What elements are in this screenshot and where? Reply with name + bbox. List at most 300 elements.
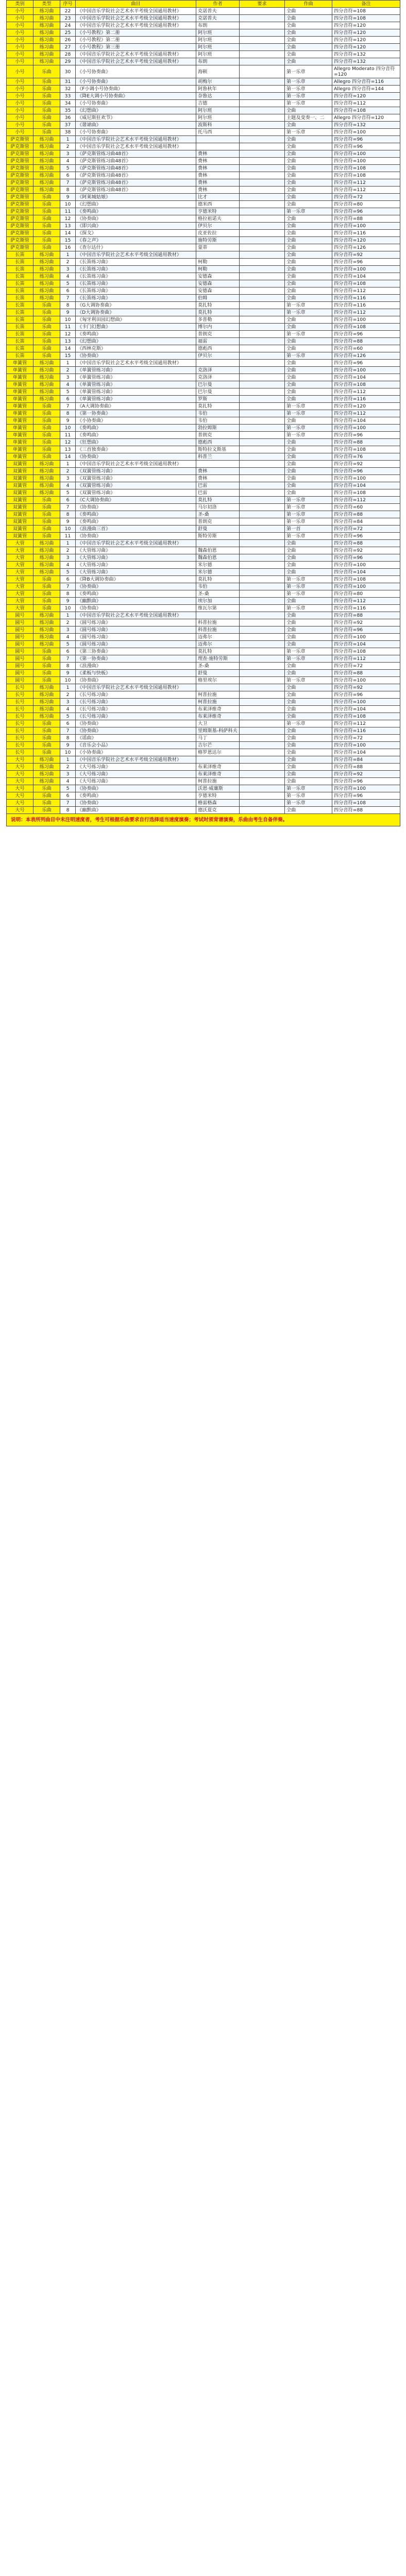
table-cell: 四分音符=126 bbox=[332, 352, 400, 360]
table-cell: 双簧管 bbox=[7, 468, 33, 475]
table-cell: 练习曲 bbox=[33, 475, 60, 482]
table-cell: 《单簧管练习曲》 bbox=[76, 388, 196, 396]
table-cell: 全曲 bbox=[285, 634, 332, 641]
table-cell: 长笛 bbox=[7, 331, 33, 338]
table-cell bbox=[240, 800, 285, 807]
table-cell: 全曲 bbox=[285, 439, 332, 446]
table-cell: 乐曲 bbox=[33, 78, 60, 86]
table-cell: 《探戈》 bbox=[76, 230, 196, 237]
table-cell: 克诺普夫 bbox=[196, 8, 240, 15]
table-cell: 练习曲 bbox=[33, 381, 60, 388]
table-cell: 《中国音乐学院社会艺术水平考级全国通用教材》 bbox=[76, 143, 196, 150]
table-cell: 全曲 bbox=[285, 475, 332, 482]
table-cell: 四分音符=100 bbox=[332, 699, 400, 706]
table-cell bbox=[240, 374, 285, 381]
header-cell: 作曲 bbox=[285, 1, 332, 8]
table-cell: 四分音符=104 bbox=[332, 749, 400, 756]
table-cell: 四分音符=88 bbox=[332, 612, 400, 619]
table-cell: 9 bbox=[60, 309, 76, 316]
table-cell bbox=[240, 749, 285, 756]
table-cell: 6 bbox=[60, 396, 76, 403]
table-cell: 第一乐章 bbox=[285, 302, 332, 309]
table-cell: 乐曲 bbox=[33, 230, 60, 237]
table-cell: 乐曲 bbox=[33, 345, 60, 352]
table-cell: 第一乐章 bbox=[285, 100, 332, 107]
table-cell: 四分音符=100 bbox=[332, 583, 400, 590]
table-cell: 6 bbox=[60, 648, 76, 655]
table-cell: 圆号 bbox=[7, 655, 33, 663]
table-cell: 双簧管 bbox=[7, 511, 33, 518]
table-cell: 《奏鸣曲》 bbox=[76, 331, 196, 338]
table-cell: 四分音符=76 bbox=[332, 453, 400, 461]
table-row bbox=[7, 489, 400, 497]
table-cell: 《第一协奏曲》 bbox=[76, 410, 196, 417]
table-cell bbox=[240, 785, 285, 792]
header-cell: 序号 bbox=[60, 1, 76, 8]
table-cell: 14 bbox=[60, 230, 76, 237]
table-cell: 全曲 bbox=[285, 338, 332, 345]
table-cell: 《大管练习曲》 bbox=[76, 547, 196, 554]
table-cell: 练习曲 bbox=[33, 713, 60, 720]
table-cell: 《三首独奏曲》 bbox=[76, 446, 196, 453]
table-cell: 科普拉施 bbox=[196, 626, 240, 634]
table-cell: 第一乐章 bbox=[285, 511, 332, 518]
table-row bbox=[7, 381, 400, 388]
table-cell bbox=[240, 583, 285, 590]
table-cell bbox=[196, 540, 240, 547]
table-cell: 阿尔班 bbox=[196, 37, 240, 44]
table-cell: 小号 bbox=[7, 44, 33, 51]
table-row bbox=[7, 569, 400, 576]
table-cell bbox=[196, 684, 240, 691]
table-cell: 10 bbox=[60, 677, 76, 684]
table-cell bbox=[240, 634, 285, 641]
table-cell: 格里埃尔 bbox=[196, 677, 240, 684]
table-cell: 四分音符=108 bbox=[332, 8, 400, 15]
table-cell bbox=[240, 58, 285, 65]
table-cell: 四分音符=84 bbox=[332, 518, 400, 526]
table-cell bbox=[240, 425, 285, 432]
table-row bbox=[7, 410, 400, 417]
table-cell bbox=[240, 756, 285, 764]
table-cell: 第一乐章 bbox=[285, 655, 332, 663]
table-cell: 全曲 bbox=[285, 22, 332, 29]
table-cell: 全曲 bbox=[285, 626, 332, 634]
table-cell: 9 bbox=[60, 742, 76, 749]
table-cell bbox=[240, 432, 285, 439]
table-cell: 四分音符=96 bbox=[332, 691, 400, 699]
table-cell: 萨克斯管 bbox=[7, 244, 33, 251]
table-cell: 2 bbox=[60, 691, 76, 699]
table-cell bbox=[240, 720, 285, 727]
table-cell bbox=[240, 713, 285, 720]
table-cell: 《中国音乐学院社会艺术水平考级全国通用教材》 bbox=[76, 540, 196, 547]
table-cell: 四分音符=116 bbox=[332, 727, 400, 735]
table-cell: 四分音符=100 bbox=[332, 150, 400, 158]
table-cell: 全曲 bbox=[285, 37, 332, 44]
table-cell: 《浪漫曲三首》 bbox=[76, 526, 196, 533]
table-row bbox=[7, 526, 400, 533]
table-cell: 10 bbox=[60, 316, 76, 324]
table-row bbox=[7, 764, 400, 771]
table-row bbox=[7, 425, 400, 432]
table-cell: 乐曲 bbox=[33, 65, 60, 78]
table-row bbox=[7, 778, 400, 785]
table-cell: 《长号练习曲》 bbox=[76, 713, 196, 720]
table-cell: 乐曲 bbox=[33, 446, 60, 453]
table-cell: 全曲 bbox=[285, 547, 332, 554]
table-cell bbox=[240, 641, 285, 648]
table-cell: 7 bbox=[60, 655, 76, 663]
table-cell: 《双簧管练习曲》 bbox=[76, 468, 196, 475]
table-cell bbox=[240, 403, 285, 410]
table-cell: 柯普拉施 bbox=[196, 778, 240, 785]
table-cell: 德沃夏克 bbox=[196, 807, 240, 814]
table-cell bbox=[240, 8, 285, 15]
table-cell: 全曲 bbox=[285, 367, 332, 374]
table-row bbox=[7, 446, 400, 453]
table-cell: 《大号练习曲》 bbox=[76, 778, 196, 785]
table-cell: 圣-桑 bbox=[196, 663, 240, 670]
table-cell: 萨克斯管 bbox=[7, 215, 33, 223]
table-cell: 全曲 bbox=[285, 251, 332, 259]
table-cell: 练习曲 bbox=[33, 569, 60, 576]
table-cell: 《D大调协奏曲》 bbox=[76, 309, 196, 316]
table-row bbox=[7, 691, 400, 699]
table-cell: 四分音符=100 bbox=[332, 425, 400, 432]
table-cell: 《奏鸣曲》 bbox=[76, 792, 196, 800]
table-cell: 《小号协奏曲》 bbox=[76, 65, 196, 78]
table-cell: 全曲 bbox=[285, 136, 332, 143]
table-cell: 伊贝尔 bbox=[196, 352, 240, 360]
table-cell: 8 bbox=[60, 735, 76, 742]
table-cell bbox=[240, 439, 285, 446]
table-row bbox=[7, 367, 400, 374]
table-cell bbox=[240, 22, 285, 29]
table-row bbox=[7, 792, 400, 800]
table-cell: 第一乐章 bbox=[285, 65, 332, 78]
table-cell: 乐曲 bbox=[33, 800, 60, 807]
table-cell: 克诺普夫 bbox=[196, 15, 240, 22]
table-row bbox=[7, 352, 400, 360]
table-cell: 全曲 bbox=[285, 684, 332, 691]
table-cell: 《中国音乐学院社会艺术水平考级全国通用教材》 bbox=[76, 461, 196, 468]
table-cell: 全曲 bbox=[285, 266, 332, 273]
table-cell: 阿尔班 bbox=[196, 114, 240, 122]
table-cell: 2 bbox=[60, 367, 76, 374]
table-cell: 圆号 bbox=[7, 648, 33, 655]
table-cell: 小号 bbox=[7, 58, 33, 65]
table-cell: 10 bbox=[60, 749, 76, 756]
table-cell: 第一乐章 bbox=[285, 583, 332, 590]
table-cell: 练习曲 bbox=[33, 259, 60, 266]
table-cell bbox=[240, 396, 285, 403]
table-row bbox=[7, 302, 400, 309]
table-cell: 四分音符=88 bbox=[332, 807, 400, 814]
table-cell: 四分音符=72 bbox=[332, 526, 400, 533]
table-cell: 斯特劳斯 bbox=[196, 533, 240, 540]
table-cell: 圆号 bbox=[7, 670, 33, 677]
table-cell: 长笛 bbox=[7, 251, 33, 259]
table-cell: 《音乐会小品》 bbox=[76, 742, 196, 749]
table-cell: 小号 bbox=[7, 107, 33, 114]
table-cell: 单簧管 bbox=[7, 439, 33, 446]
table-cell: 练习曲 bbox=[33, 143, 60, 150]
table-cell: 四分音符=92 bbox=[332, 771, 400, 778]
header-cell: 类别 bbox=[7, 1, 33, 8]
table-cell: 双簧管 bbox=[7, 475, 33, 482]
table-cell: 2 bbox=[60, 547, 76, 554]
table-cell: 萨克斯管 bbox=[7, 172, 33, 179]
table-cell: 全曲 bbox=[285, 187, 332, 194]
table-cell: 《小号教程》第三册 bbox=[76, 44, 196, 51]
table-cell: 乐曲 bbox=[33, 223, 60, 230]
table-cell: 乐曲 bbox=[33, 324, 60, 331]
table-cell: 全曲 bbox=[285, 287, 332, 295]
table-cell: 四分音符=108 bbox=[332, 280, 400, 287]
table-cell bbox=[240, 114, 285, 122]
table-cell bbox=[240, 223, 285, 230]
table-cell: 《奏鸣曲》 bbox=[76, 208, 196, 215]
table-row bbox=[7, 807, 400, 814]
table-cell: 《萨克斯管练习曲48首》 bbox=[76, 187, 196, 194]
table-cell: 《小协奏曲》 bbox=[76, 749, 196, 756]
table-cell: 四分音符=88 bbox=[332, 540, 400, 547]
table-cell: 乐曲 bbox=[33, 352, 60, 360]
table-cell: 乐曲 bbox=[33, 129, 60, 136]
table-row bbox=[7, 136, 400, 143]
table-cell: 乐曲 bbox=[33, 504, 60, 511]
table-cell: 波斯科 bbox=[196, 122, 240, 129]
table-cell: 吉德 bbox=[196, 100, 240, 107]
table-cell: 第一乐章 bbox=[285, 432, 332, 439]
header-cell: 类型 bbox=[33, 1, 60, 8]
table-cell: 四分音符=104 bbox=[332, 641, 400, 648]
table-cell: 练习曲 bbox=[33, 251, 60, 259]
table-row bbox=[7, 699, 400, 706]
table-cell: 1 bbox=[60, 251, 76, 259]
table-cell: 四分音符=104 bbox=[332, 706, 400, 713]
table-cell bbox=[240, 699, 285, 706]
table-cell: 大管 bbox=[7, 598, 33, 605]
table-cell: 四分音符=112 bbox=[332, 410, 400, 417]
table-cell: 第一乐章 bbox=[285, 785, 332, 792]
table-cell: 《狂想曲》 bbox=[76, 439, 196, 446]
table-cell bbox=[240, 51, 285, 58]
table-cell bbox=[240, 360, 285, 367]
table-cell: 伯姆 bbox=[196, 295, 240, 302]
table-cell: Allegro Moderato 四分音符=120 bbox=[332, 65, 400, 78]
table-cell: 长号 bbox=[7, 699, 33, 706]
table-cell: 舒曼 bbox=[196, 670, 240, 677]
table-row bbox=[7, 22, 400, 29]
table-cell: 全曲 bbox=[285, 51, 332, 58]
table-cell: 四分音符=108 bbox=[332, 800, 400, 807]
table-cell: 《浪漫曲》 bbox=[76, 663, 196, 670]
table-cell: 2 bbox=[60, 259, 76, 266]
table-cell bbox=[240, 338, 285, 345]
table-cell: 乐曲 bbox=[33, 727, 60, 735]
table-cell: 全曲 bbox=[285, 691, 332, 699]
table-cell: 《即兴曲》 bbox=[76, 223, 196, 230]
table-cell: 费林 bbox=[196, 158, 240, 165]
table-row bbox=[7, 655, 400, 663]
table-cell: 《协奏曲》 bbox=[76, 504, 196, 511]
table-cell bbox=[240, 136, 285, 143]
table-row bbox=[7, 374, 400, 381]
table-cell bbox=[240, 562, 285, 569]
table-cell: 乐曲 bbox=[33, 432, 60, 439]
header-cell: 作者 bbox=[196, 1, 240, 8]
table-cell: 5 bbox=[60, 785, 76, 792]
table-row bbox=[7, 735, 400, 742]
header-cell: 备注 bbox=[332, 1, 400, 8]
table-row bbox=[7, 122, 400, 129]
table-cell: 乐曲 bbox=[33, 208, 60, 215]
table-row bbox=[7, 143, 400, 150]
table-cell: 《大管练习曲》 bbox=[76, 569, 196, 576]
table-row bbox=[7, 107, 400, 114]
table-cell: 长笛 bbox=[7, 259, 33, 266]
table-cell: 2 bbox=[60, 143, 76, 150]
table-cell: 练习曲 bbox=[33, 37, 60, 44]
table-cell: 第一乐章 bbox=[285, 425, 332, 432]
table-row bbox=[7, 396, 400, 403]
table-cell: 全曲 bbox=[285, 172, 332, 179]
table-cell: 9 bbox=[60, 598, 76, 605]
table-cell bbox=[240, 187, 285, 194]
table-cell: 第一乐章 bbox=[285, 86, 332, 93]
table-cell: 双簧管 bbox=[7, 489, 33, 497]
table-cell: 全曲 bbox=[285, 259, 332, 266]
table-cell: 《大管练习曲》 bbox=[76, 562, 196, 569]
table-cell: 4 bbox=[60, 381, 76, 388]
table-cell: 练习曲 bbox=[33, 172, 60, 179]
table-cell: 全曲 bbox=[285, 598, 332, 605]
table-cell: 长号 bbox=[7, 735, 33, 742]
table-cell: 练习曲 bbox=[33, 547, 60, 554]
table-cell: 全曲 bbox=[285, 699, 332, 706]
table-cell: 全曲 bbox=[285, 713, 332, 720]
table-cell: 双簧管 bbox=[7, 518, 33, 526]
table-cell: 双簧管 bbox=[7, 461, 33, 468]
table-cell: 四分音符=92 bbox=[332, 619, 400, 626]
table-cell: 《谣曲》 bbox=[76, 735, 196, 742]
table-cell: 乐曲 bbox=[33, 655, 60, 663]
table-cell: 《F小调小号协奏曲》 bbox=[76, 86, 196, 93]
table-cell: 长号 bbox=[7, 684, 33, 691]
table-cell: 《柔板与快板》 bbox=[76, 670, 196, 677]
table-row bbox=[7, 800, 400, 807]
table-cell: 《协奏曲》 bbox=[76, 533, 196, 540]
table-cell: 莫扎特 bbox=[196, 302, 240, 309]
table-cell: 11 bbox=[60, 432, 76, 439]
table-cell: 全曲 bbox=[285, 764, 332, 771]
table-cell: 练习曲 bbox=[33, 778, 60, 785]
table-cell: 《中国音乐学院社会艺术水平考级全国通用教材》 bbox=[76, 756, 196, 764]
table-cell: 《查尔达什》 bbox=[76, 244, 196, 251]
table-cell: 科普拉施 bbox=[196, 619, 240, 626]
table-cell bbox=[240, 706, 285, 713]
table-row bbox=[7, 172, 400, 179]
table-cell bbox=[240, 29, 285, 37]
table-cell bbox=[240, 771, 285, 778]
table-cell: 格拉祖诺夫 bbox=[196, 215, 240, 223]
table-cell: 7 bbox=[60, 800, 76, 807]
table-cell: 9 bbox=[60, 194, 76, 201]
table-cell: 德彪西 bbox=[196, 345, 240, 352]
table-cell: 《小号协奏曲》 bbox=[76, 100, 196, 107]
table-cell: 全曲 bbox=[285, 316, 332, 324]
table-cell: 9 bbox=[60, 518, 76, 526]
table-cell: 1 bbox=[60, 461, 76, 468]
table-cell: 四分音符=120 bbox=[332, 22, 400, 29]
table-cell: 阿尔班 bbox=[196, 29, 240, 37]
table-cell: 3 bbox=[60, 699, 76, 706]
table-row bbox=[7, 468, 400, 475]
table-cell: 亨德米特 bbox=[196, 208, 240, 215]
table-cell: 乐曲 bbox=[33, 93, 60, 100]
table-cell: 四分音符=108 bbox=[332, 324, 400, 331]
table-cell: 1 bbox=[60, 684, 76, 691]
table-cell: 四分音符=120 bbox=[332, 37, 400, 44]
table-cell: 《A大调协奏曲》 bbox=[76, 403, 196, 410]
table-cell: 练习曲 bbox=[33, 51, 60, 58]
table-cell: 9 bbox=[60, 417, 76, 425]
table-cell: 第一乐章 bbox=[285, 78, 332, 86]
table-cell: 乐曲 bbox=[33, 792, 60, 800]
table-cell: 8 bbox=[60, 410, 76, 417]
table-cell: 4 bbox=[60, 482, 76, 489]
table-cell: 《协奏曲》 bbox=[76, 800, 196, 807]
table-cell: 练习曲 bbox=[33, 29, 60, 37]
table-cell: 《奏鸣曲》 bbox=[76, 511, 196, 518]
table-cell: 全曲 bbox=[285, 280, 332, 287]
table-cell: 四分音符=108 bbox=[332, 165, 400, 172]
table-cell: 四分音符=108 bbox=[332, 381, 400, 388]
table-cell: 第一乐章 bbox=[285, 352, 332, 360]
table-cell: 全曲 bbox=[285, 381, 332, 388]
table-cell: 5 bbox=[60, 388, 76, 396]
table-cell: 全曲 bbox=[285, 554, 332, 562]
table-cell: 巴雷 bbox=[196, 482, 240, 489]
table-cell: 第一乐章 bbox=[285, 410, 332, 417]
table-cell: 练习曲 bbox=[33, 461, 60, 468]
table-cell: 全曲 bbox=[285, 756, 332, 764]
table-cell: 四分音符=60 bbox=[332, 504, 400, 511]
table-cell: 37 bbox=[60, 122, 76, 129]
table-cell: 练习曲 bbox=[33, 699, 60, 706]
table-cell: 第一乐章 bbox=[285, 518, 332, 526]
table-cell: 5 bbox=[60, 489, 76, 497]
table-cell: 克洛泽 bbox=[196, 374, 240, 381]
table-cell: Allegro 四分音符=120 bbox=[332, 114, 400, 122]
table-cell: 四分音符=96 bbox=[332, 778, 400, 785]
table-cell: 11 bbox=[60, 324, 76, 331]
table-row bbox=[7, 518, 400, 526]
table-cell: 《圆号练习曲》 bbox=[76, 626, 196, 634]
table-cell: 练习曲 bbox=[33, 295, 60, 302]
table-cell: 大管 bbox=[7, 554, 33, 562]
table-cell bbox=[240, 345, 285, 352]
table-cell: 巴尔曼 bbox=[196, 388, 240, 396]
table-cell: 13 bbox=[60, 338, 76, 345]
table-cell: 四分音符=100 bbox=[332, 562, 400, 569]
table-row bbox=[7, 453, 400, 461]
table-cell: 小号 bbox=[7, 29, 33, 37]
table-cell: 3 bbox=[60, 475, 76, 482]
table-cell: 12 bbox=[60, 215, 76, 223]
